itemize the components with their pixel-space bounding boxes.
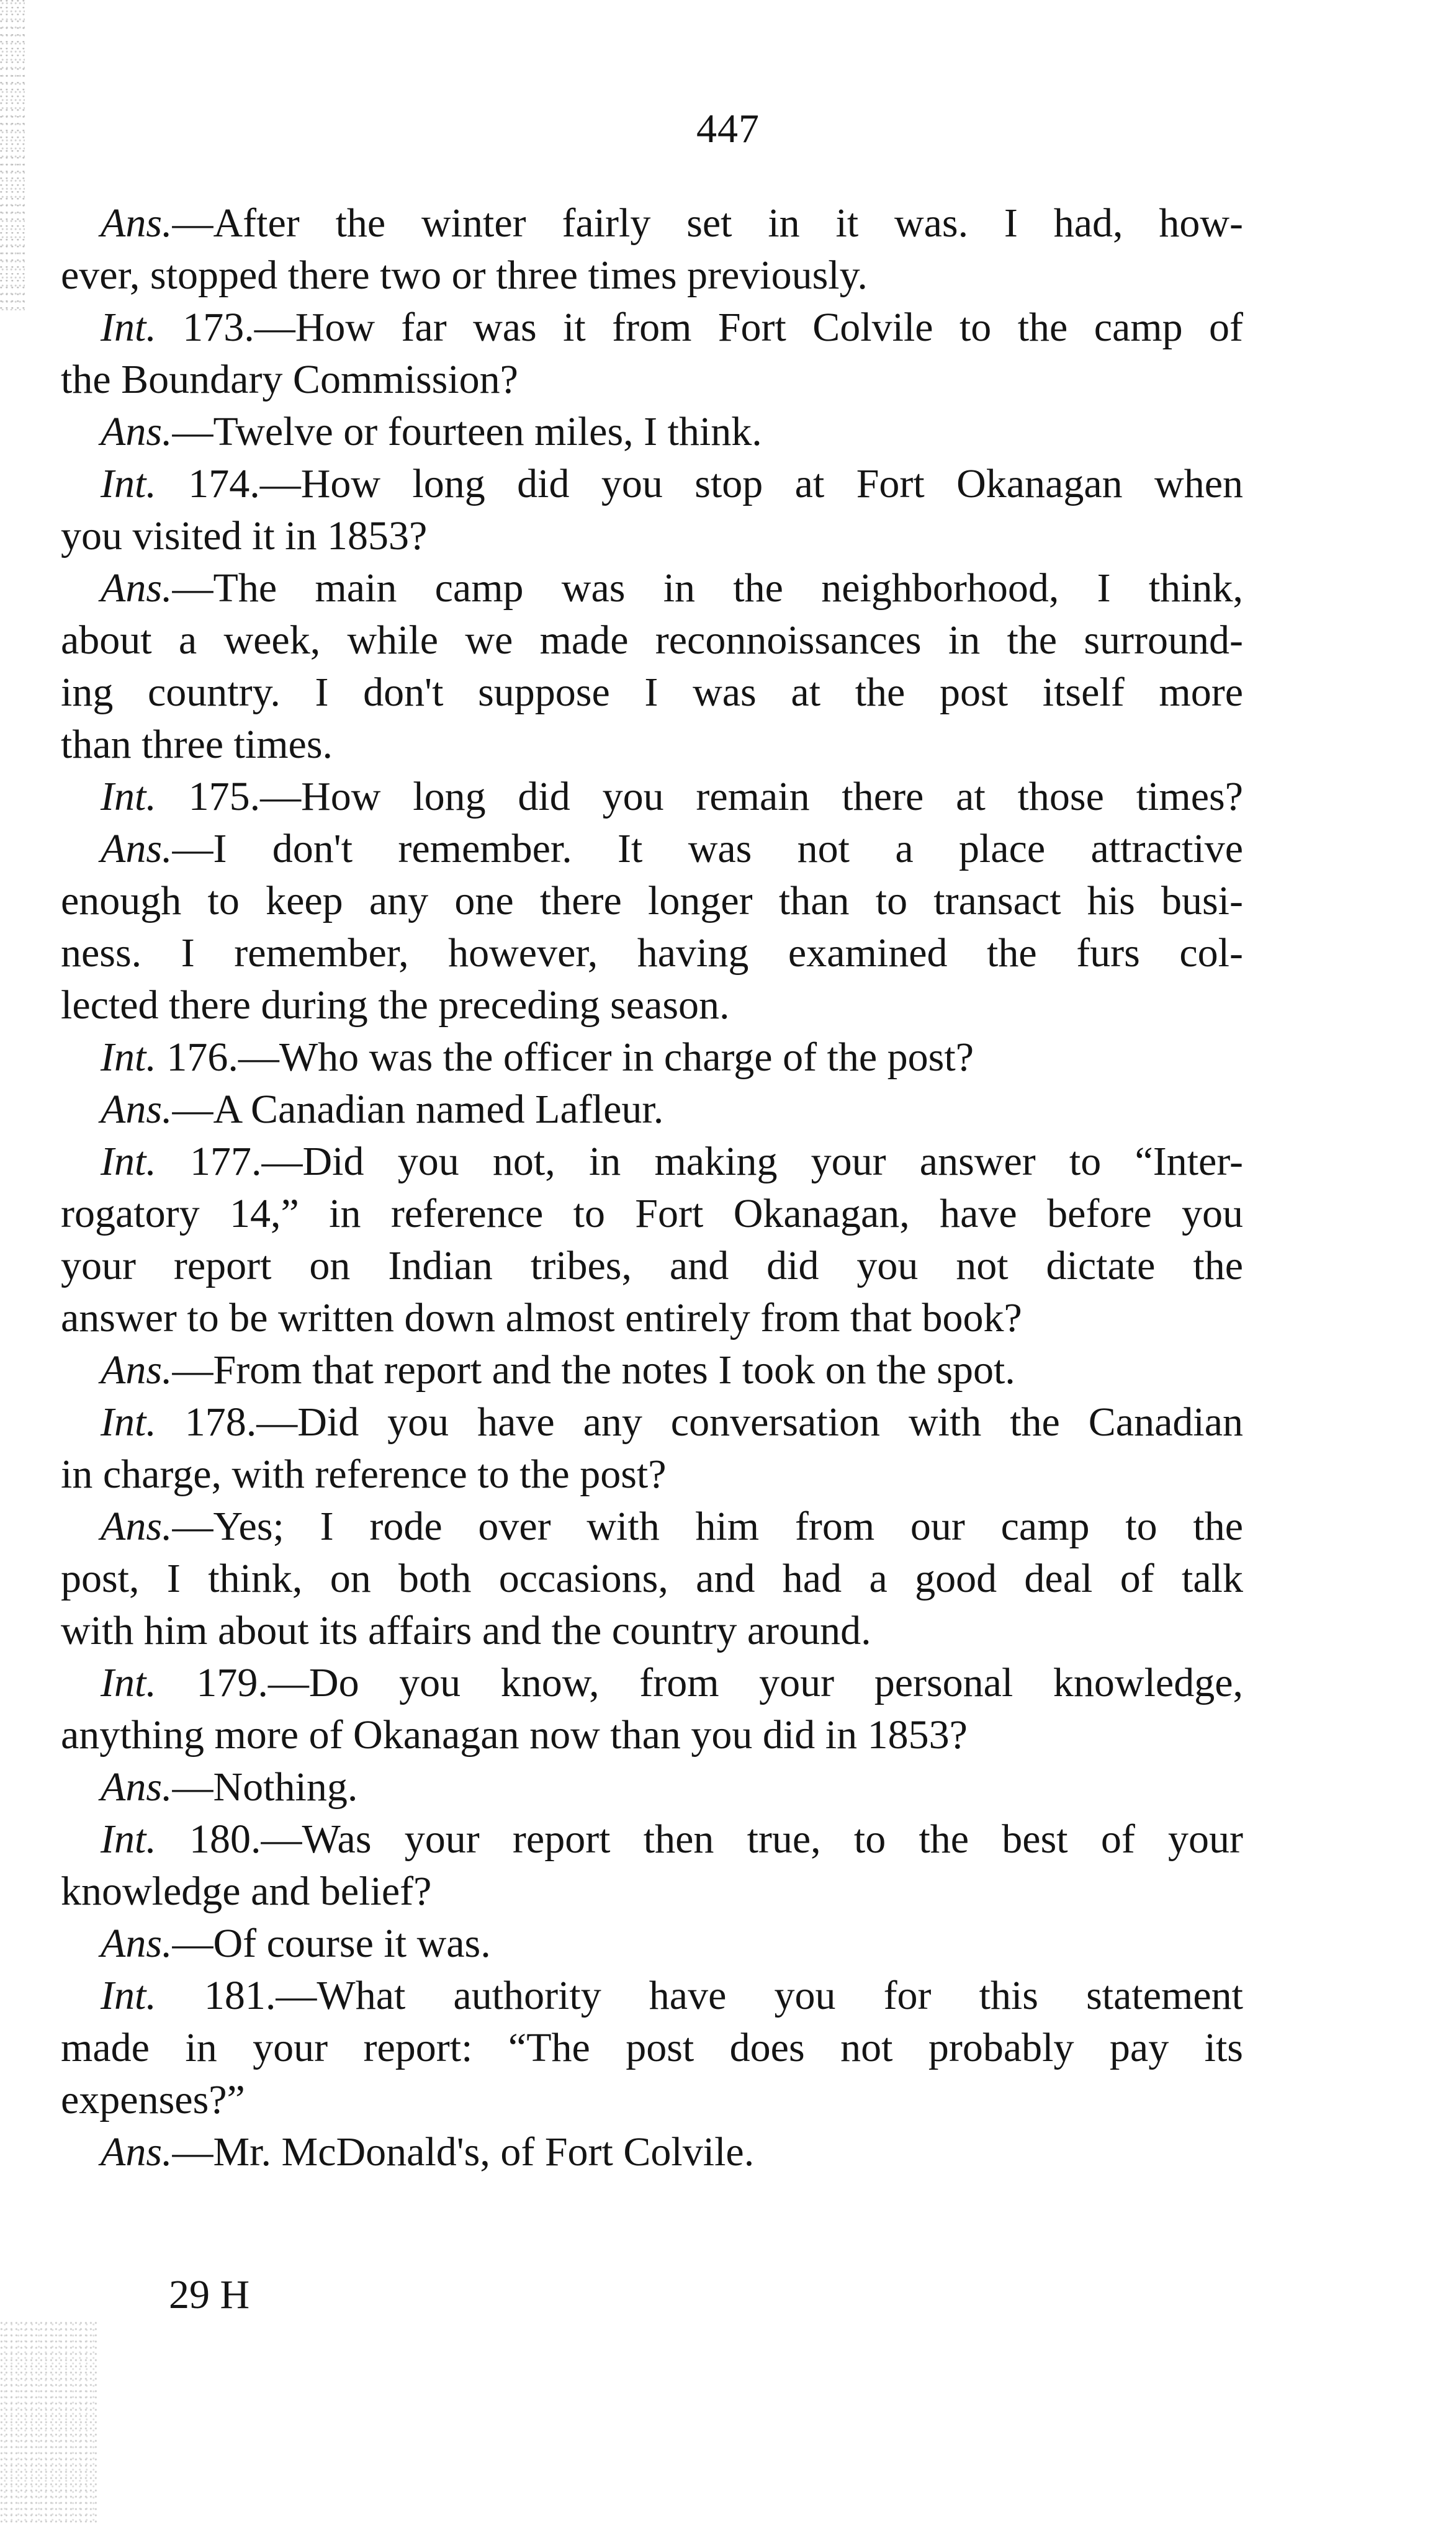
interrogatory-label: Int. <box>101 1035 156 1080</box>
line-text: rogatory 14,” in reference to Fort Okanagan, have before you <box>61 1191 1243 1236</box>
line-text: about a week, while we made reconnoissances in the surround- <box>61 618 1243 663</box>
text-line <box>61 406 1243 458</box>
page-number: 447 <box>696 106 760 151</box>
line-text: in charge, with reference to the post? <box>61 1452 667 1497</box>
scan-speckle-bottom-left <box>0 2321 99 2524</box>
line-text: 173.—How far was it from Fort Colvile to the camp of <box>156 305 1243 350</box>
line-text: 174.—How long did you stop at Fort Okanagan when <box>156 461 1243 506</box>
text-line <box>61 1188 1243 1240</box>
line-text: 180.—Was your report then true, to the best of your <box>156 1817 1243 1862</box>
text-line <box>61 1605 1243 1657</box>
text-line <box>61 719 1243 771</box>
line-text: 176.—Who was the officer in charge of the post? <box>156 1035 974 1080</box>
line-text: enough to keep any one there longer than to transact his busi- <box>61 878 1243 923</box>
interrogatory-label: Int. <box>101 1399 156 1445</box>
text-line <box>61 614 1243 667</box>
interrogatory-label: Int. <box>101 774 156 819</box>
text-line <box>61 1918 1243 1970</box>
text-line <box>61 875 1243 927</box>
text-line <box>61 249 1243 302</box>
text-line <box>61 1761 1243 1813</box>
signature-mark: 29 H <box>169 2272 250 2317</box>
interrogatory-label: Int. <box>101 1660 156 1705</box>
line-text: —Of course it was. <box>172 1921 491 1966</box>
text-line <box>61 1084 1243 1136</box>
text-line <box>61 1396 1243 1448</box>
text-line <box>61 1501 1243 1553</box>
line-text: with him about its affairs and the country around. <box>61 1608 871 1653</box>
testimony-text <box>61 197 1243 2178</box>
line-text: expenses?” <box>61 2077 245 2122</box>
answer-label: Ans. <box>101 200 173 246</box>
text-line <box>61 1657 1243 1709</box>
text-line <box>61 979 1243 1031</box>
line-text: —From that report and the notes I took on the spot. <box>172 1347 1015 1393</box>
line-text: 178.—Did you have any conversation with the Canadian <box>156 1399 1243 1445</box>
line-text: you visited it in 1853? <box>61 513 428 559</box>
line-text: 175.—How long did you remain there at those times? <box>156 774 1243 819</box>
text-line <box>61 2022 1243 2074</box>
text-line <box>61 197 1243 249</box>
line-text: 179.—Do you know, from your personal knowledge, <box>156 1660 1243 1705</box>
line-text: the Boundary Commission? <box>61 357 518 402</box>
interrogatory-label: Int. <box>101 305 156 350</box>
line-text: —Yes; I rode over with him from our camp to the <box>172 1504 1243 1549</box>
line-text: anything more of Okanagan now than you did in 1853? <box>61 1712 968 1758</box>
text-line <box>61 510 1243 562</box>
answer-label: Ans. <box>101 1764 173 1810</box>
interrogatory-label: Int. <box>101 1973 156 2018</box>
line-text: lected there during the preceding season. <box>61 982 730 1028</box>
line-text: —The main camp was in the neighborhood, I think, <box>172 565 1243 611</box>
text-line <box>61 2074 1243 2126</box>
text-line <box>61 1970 1243 2022</box>
text-line <box>61 1344 1243 1396</box>
line-text: answer to be written down almost entirely from that book? <box>61 1295 1022 1341</box>
line-text: —Nothing. <box>172 1764 358 1810</box>
text-line <box>61 1292 1243 1344</box>
text-line <box>61 1240 1243 1292</box>
line-text: —A Canadian named Lafleur. <box>172 1087 664 1132</box>
text-line <box>61 458 1243 510</box>
answer-label: Ans. <box>101 565 173 611</box>
line-text: knowledge and belief? <box>61 1869 432 1914</box>
line-text: made in your report: “The post does not probably pay its <box>61 2025 1243 2070</box>
line-text: your report on Indian tribes, and did you not dictate the <box>61 1243 1243 1288</box>
line-text: post, I think, on both occasions, and had a good deal of talk <box>61 1556 1243 1601</box>
line-text: —After the winter fairly set in it was. I had, how- <box>172 200 1243 246</box>
text-line <box>61 1136 1243 1188</box>
text-line <box>61 1553 1243 1605</box>
text-line <box>61 1448 1243 1501</box>
answer-label: Ans. <box>101 1087 173 1132</box>
text-line <box>61 1709 1243 1761</box>
text-line <box>61 1031 1243 1084</box>
interrogatory-label: Int. <box>101 1139 156 1184</box>
interrogatory-label: Int. <box>101 1817 156 1862</box>
interrogatory-label: Int. <box>101 461 156 506</box>
line-text: than three times. <box>61 722 333 767</box>
answer-label: Ans. <box>101 2129 173 2175</box>
text-line <box>61 302 1243 354</box>
scan-speckle-top-left <box>0 0 25 310</box>
line-text: —I don't remember. It was not a place attractive <box>172 826 1243 871</box>
line-text: ever, stopped there two or three times previously. <box>61 253 868 298</box>
text-line <box>61 2126 1243 2178</box>
answer-label: Ans. <box>101 1504 173 1549</box>
answer-label: Ans. <box>101 409 173 454</box>
answer-label: Ans. <box>101 1347 173 1393</box>
text-line <box>61 354 1243 406</box>
line-text: 177.—Did you not, in making your answer to “Inter- <box>156 1139 1243 1184</box>
text-line <box>61 1866 1243 1918</box>
line-text: —Twelve or fourteen miles, I think. <box>172 409 762 454</box>
line-text: —Mr. McDonald's, of Fort Colvile. <box>172 2129 755 2175</box>
text-line <box>61 823 1243 875</box>
text-line <box>61 667 1243 719</box>
line-text: ness. I remember, however, having examined the furs col- <box>61 930 1243 976</box>
answer-label: Ans. <box>101 1921 173 1966</box>
answer-label: Ans. <box>101 826 173 871</box>
line-text: ing country. I don't suppose I was at the post itself more <box>61 670 1243 715</box>
text-line <box>61 562 1243 614</box>
text-line <box>61 771 1243 823</box>
text-line <box>61 927 1243 979</box>
text-line <box>61 1813 1243 1866</box>
line-text: 181.—What authority have you for this statement <box>156 1973 1243 2018</box>
